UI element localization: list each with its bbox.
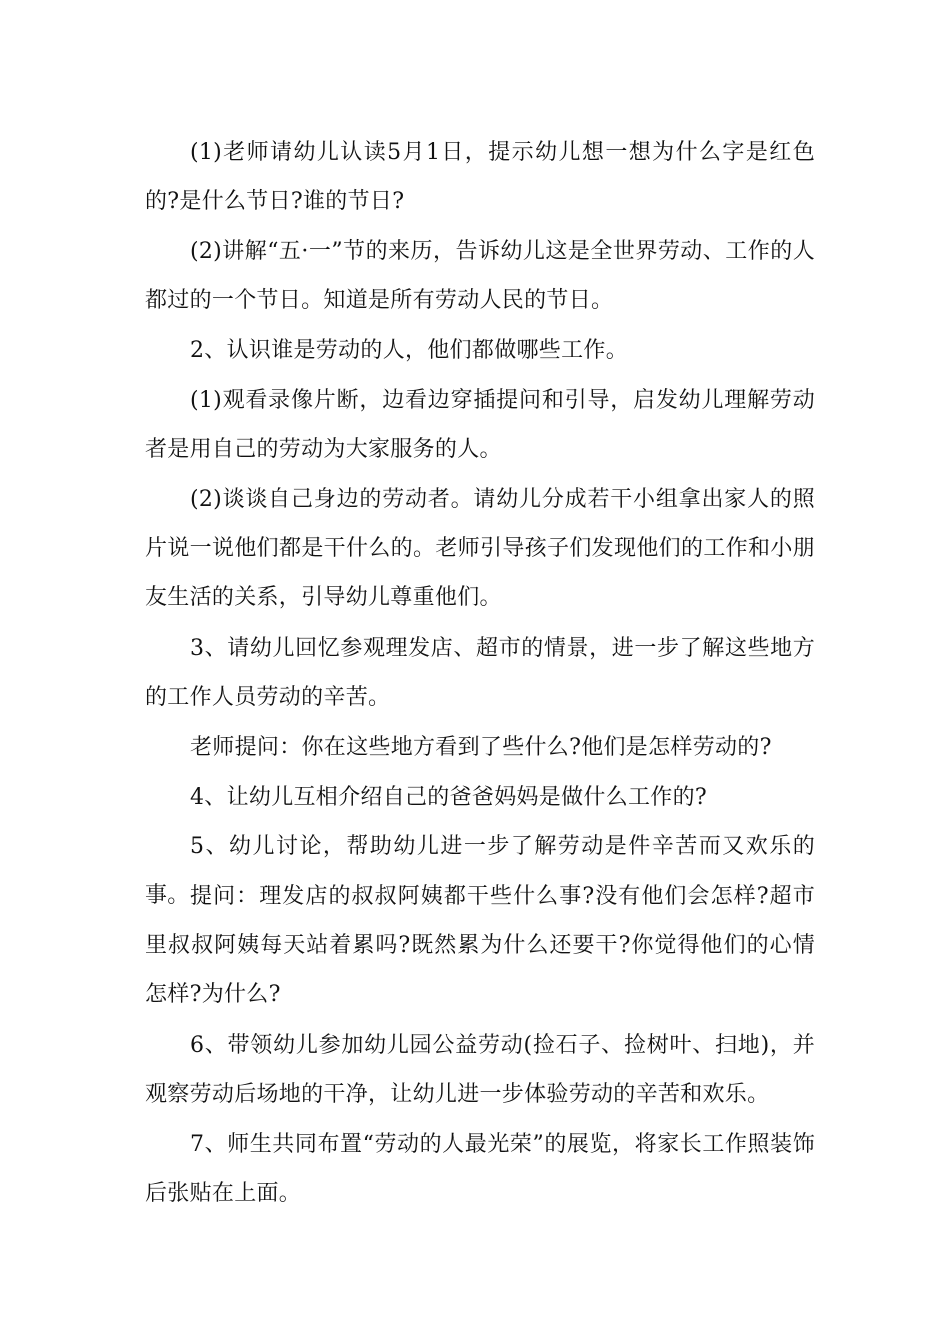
- paragraph-3: 2、认识谁是劳动的人，他们都做哪些工作。: [190, 338, 628, 363]
- paragraph-4: (1)观看录像片断，边看边穿插提问和引导，启发幼儿理解劳动者是用自己的劳动为大家服务的人。: [145, 388, 815, 462]
- paragraph-5: (2)谈谈自己身边的劳动者。请幼儿分成若干小组拿出家人的照片说一说他们都是干什么的。老师引导孩子们发现他们的工作和小朋友生活的关系，引导幼儿尊重他们。: [145, 487, 815, 610]
- paragraph-8: 4、让幼儿互相介绍自己的爸爸妈妈是做什么工作的?: [190, 785, 707, 810]
- paragraph-9: 5、幼儿讨论，帮助幼儿进一步了解劳动是件辛苦而又欢乐的事。: [145, 834, 815, 908]
- paragraph-12: 7、师生共同布置“劳动的人最光荣”的展览，将家长工作照装饰后张贴在上面。: [145, 1132, 815, 1206]
- paragraph-7: 老师提问：你在这些地方看到了些什么?他们是怎样劳动的?: [190, 735, 772, 760]
- paragraph-10: 提问：理发店的叔叔阿姨都干些什么事?没有他们会怎样?超市里叔叔阿姨每天站着累吗?既然累为什么还要干?你觉得他们的心情怎样?为什么?: [145, 884, 815, 1007]
- paragraph-6: 3、请幼儿回忆参观理发店、超市的情景，进一步了解这些地方的工作人员劳动的辛苦。: [145, 636, 815, 710]
- paragraph-1: (1)老师请幼儿认读5月1日，提示幼儿想一想为什么字是红色的?是什么节日?谁的节日?: [145, 140, 815, 214]
- paragraph-11: 6、带领幼儿参加幼儿园公益劳动(捡石子、捡树叶、扫地)，并观察劳动后场地的干净，让幼儿进一步体验劳动的辛苦和欢乐。: [145, 1033, 815, 1107]
- paragraph-2: (2)讲解“五·一”节的来历，告诉幼儿这是全世界劳动、工作的人都过的一个节日。知道是所有劳动人民的节日。: [145, 239, 815, 313]
